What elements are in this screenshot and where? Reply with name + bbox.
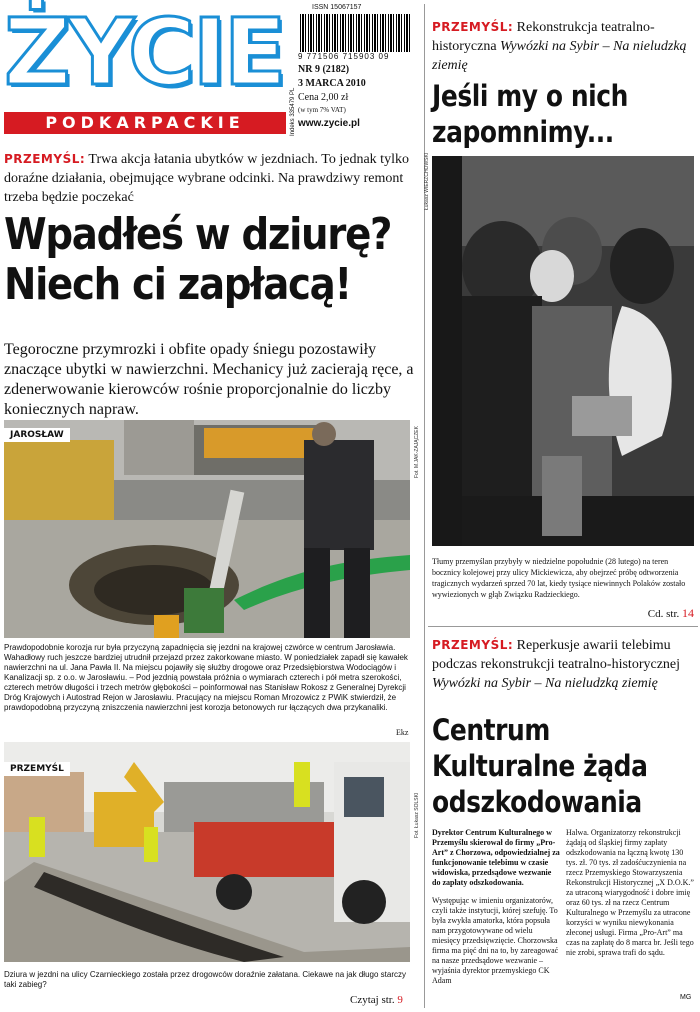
headline-line-1: Centrum <box>432 713 550 747</box>
article-sign: MG <box>680 994 692 1001</box>
read-label: Czytaj str. <box>350 994 395 1006</box>
logo-wordmark: ŻYCIE <box>4 0 284 106</box>
headline-line-2: zapomnimy... <box>432 115 614 149</box>
index-label: Indeks 335479 PL <box>290 87 296 136</box>
kicker-city: PRZEMYŚL: <box>4 152 86 166</box>
photo-credit: Fot. M.JAK-ZAJĄCZEK <box>414 426 420 478</box>
issue-date: 3 MARCA 2010 <box>298 78 366 89</box>
article-column-right <box>566 828 694 958</box>
article-lead: Dyrektor Centrum Kulturalnego w Przemyślu skierował do firmy „Pro-Art” z Chorzowa, odpowiedzialnej za funkcjonowanie telebimu w czasie widowiska, przedsądowe wezwanie do zapłaty odszkodowania. <box>432 828 560 887</box>
right-kicker-2 <box>432 636 696 693</box>
photo-credit: Łukasz WIERZCHOWSKI <box>424 152 430 210</box>
cd-page: 14 <box>682 606 694 620</box>
photo-tag: PRZEMYŚL <box>4 762 70 776</box>
barcode-number: 9 771506 715903 09 <box>298 52 390 61</box>
headline-line-2: Niech ci zapłacą! <box>4 259 351 310</box>
headline-line-1: Wpadłeś w dziurę? <box>4 209 392 260</box>
logo-region-bar: PODKARPACKIE <box>4 112 286 134</box>
article-body-left: Występując w imieniu organizatorów, czyli także instytucji, której szefuję. To była zwykła amatorka, która popsuła nam przygotowywane od wielu miesięcy przedsięwzięcie. Chorzowska firma ma pięć dni na to, by zareagować na nasze przedsądowe wezwanie – wyjaśnia dyrektor przemyskiego CK Adam <box>432 896 559 985</box>
read-page: 9 <box>397 994 403 1006</box>
article-column-left <box>432 828 560 986</box>
read-more-link[interactable] <box>350 994 403 1006</box>
section-divider <box>428 626 698 627</box>
kicker-text: Reperkusje awarii telebimu podczas rekonstrukcji teatralno-historycznej <box>432 638 681 672</box>
masthead-logo[interactable] <box>4 0 290 134</box>
right-kicker-1 <box>432 18 696 75</box>
photo-przemysl[interactable] <box>4 742 410 962</box>
photo-jaroslaw[interactable] <box>4 420 410 638</box>
website-link[interactable]: www.zycie.pl <box>298 118 360 129</box>
kicker-city: PRZEMYŚL: <box>432 638 514 652</box>
photo1-caption: Prawdopodobnie korozja rur była przyczyną zapadnięcia się jezdni na krajowej czwórce w centrum Jarosławia. Wahadłowy ruch jeszcze bardziej utrudnił przejazd przez zakorkowane miasto. W poniedziałek zapadł się kawałek nawierzchni na ul. Jana Pawła II. Na miejscu pojawiły się służby drogowe oraz Przedsiębiorstwa Wodociągów i Kanalizacji sp. z o.o. w Jarosławiu. – Pod jezdnią powstała próżnia o wymiarach czterech i pół metra szerokości, czterech metrów długości i trzech metrów głębokości – poinformował nas Stanisław Rokosz z Generalnej Dyrekcji Dróg Krajowych i Autostrad Rejon w Jarosławiu. Pracujący na miejscu Roman Mrozowicz z PWiK stwierdził, że prawdopodobną przyczyną zniszczenia nawierzchni jest korozja betonowych rur łączących dwa przykanaliki. <box>4 643 408 712</box>
photo-tag: JAROSŁAW <box>4 428 70 442</box>
left-headline[interactable] <box>4 209 392 310</box>
kicker-text: Rekonstrukcja teatralno-historyczna <box>432 20 655 54</box>
price: Cena 2,00 zł <box>298 92 349 103</box>
right-photo-caption: Tłumy przemyślan przybyły w niedzielne popołudnie (28 lutego) na teren bocznicy kolejowej przy ulicy Mickiewicza, aby obejrzeć próbę odtworzenia tragicznych wydarzeń sprzed 70 lat, kiedy tysiące niewinnych Polaków zostało wywiezionych w głąb Związku Radzieckiego. <box>432 557 686 599</box>
photo-credit: Fot. Łukasz SOLSKI <box>414 792 420 838</box>
caption-sign: Ekz <box>396 728 409 737</box>
kicker-italic: Wywózki na Sybir – Na nieludzką ziemię <box>432 676 658 691</box>
headline-line-3: odszkodowania <box>432 785 642 819</box>
article-body-right: Halwa. Organizatorzy rekonstrukcji żądają od śląskiej firmy zapłaty odszkodowania na łączną kwotę 130 tys. zł. 70 tys. zł zadośćuczynienia na rzecz Przemyskiego Stowarzyszenia Rekonstrukcji Historycznej „X D.O.K.” za utraconą wiarygodność i dobre imię oraz 60 tys. zł na rzecz Centrum Kulturalnego w Przemyślu za utracone korzyści w wyniku niewykonania złeconej usługi. Firma „Pro-Art” ma czas na zapłatę do 8 marca br. Jeśli tego nie zrobi, sprawa trafi do sądu. <box>566 828 694 957</box>
right-headline-2[interactable] <box>432 712 647 820</box>
barcode-icon <box>300 14 410 52</box>
kicker-text: Trwa akcja łatania ubytków w jezdniach. To jednak tylko doraźne działania, obejmujące wybrane odcinki. Na prawdziwy remont trzeba będzie poczekać <box>4 152 409 205</box>
issn-label: ISSN 15067157 <box>312 4 362 11</box>
cd-label: Cd. str. <box>647 608 680 620</box>
masthead-info <box>292 4 422 134</box>
continued-link[interactable] <box>600 606 694 621</box>
right-headline-1[interactable] <box>432 78 628 150</box>
headline-line-2: Kulturalne żąda <box>432 749 648 783</box>
headline-line-1: Jeśli my o nich <box>432 79 628 113</box>
issue-number: NR 9 (2182) <box>298 64 350 75</box>
kicker-italic: Wywózki na Sybir – Na nieludzką ziemię <box>432 39 687 73</box>
kicker-city: PRZEMYŚL: <box>432 20 514 34</box>
vat-note: (w tym 7% VAT) <box>298 106 346 114</box>
photo2-caption: Dziura w jezdni na ulicy Czarnieckiego została przez drogowców doraźnie załatana. Ciekawe na jak długo starczy taki zabieg? <box>4 970 406 989</box>
photo-rekonstrukcja-image <box>432 156 694 546</box>
left-kicker <box>4 150 414 207</box>
photo-jaroslaw-image <box>4 420 410 638</box>
left-lead: Tegoroczne przymrozki i obfite opady śniegu pozostawiły znaczące ubytki w nawierzchni. Mechanicy już zacierają ręce, a zdenerwowanie kierowców rośnie proporcjonalnie do liczby koniecznych napraw. <box>4 341 414 418</box>
photo-rekonstrukcja[interactable] <box>432 156 694 546</box>
